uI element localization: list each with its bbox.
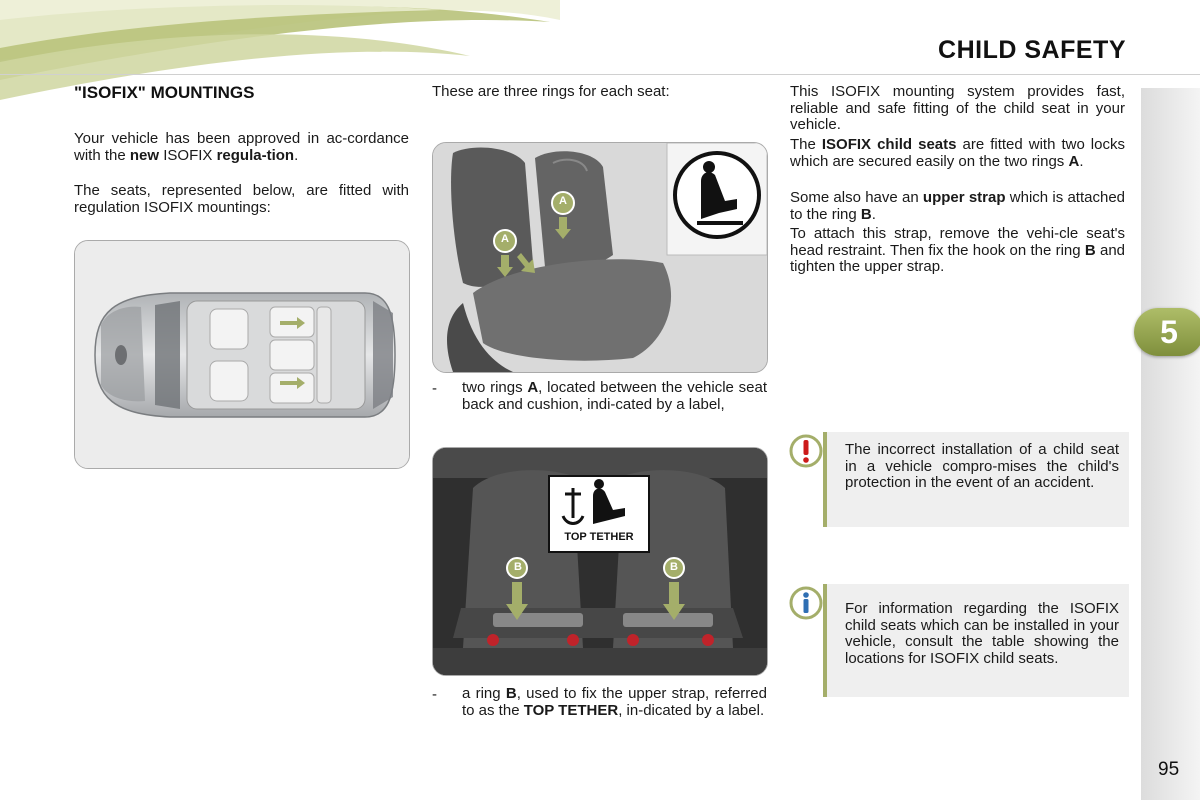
ring-b-marker-2: B bbox=[670, 561, 678, 573]
ring-b-marker-1: B bbox=[514, 561, 522, 573]
warning-note bbox=[823, 432, 1129, 527]
rear-seat-rings-image bbox=[432, 142, 768, 373]
ring-a-marker-1: A bbox=[501, 233, 509, 245]
info-note bbox=[823, 584, 1129, 697]
system-paragraph: This ISOFIX mounting system provides fast, reliable and safe fitting of the child seat in your vehicle. bbox=[790, 83, 1125, 133]
info-text: For information regarding the ISOFIX child seats which can be installed in your vehicle, consult the table showing the locations for ISOFIX child seats. bbox=[845, 600, 1119, 667]
page-header-title: CHILD SAFETY bbox=[938, 36, 1126, 64]
bullet-dash-1: - bbox=[432, 380, 437, 397]
bullet-rings-a: two rings A, located between the vehicle seat back and cushion, indi-cated by a label, bbox=[462, 379, 767, 413]
bullet-ring-b: a ring B, used to fix the upper strap, referred to as the TOP TETHER, in-dicated by a label. bbox=[462, 685, 767, 719]
locks-paragraph: The ISOFIX child seats are fitted with two locks which are secured easily on the two rings A. bbox=[790, 136, 1125, 170]
header-divider bbox=[0, 74, 1200, 75]
page-number: 95 bbox=[1158, 759, 1180, 780]
upper-strap-paragraph: Some also have an upper strap which is attached to the ring B. bbox=[790, 189, 1126, 223]
ring-a-marker-2: A bbox=[559, 195, 567, 207]
section-title: "ISOFIX" MOUNTINGS bbox=[74, 83, 255, 102]
car-top-view-image bbox=[74, 240, 410, 469]
intro-paragraph: Your vehicle has been approved in ac-cordance with the new ISOFIX regula-tion. bbox=[74, 130, 409, 164]
top-tether-label: TOP TETHER bbox=[564, 531, 634, 543]
rings-intro: These are three rings for each seat: bbox=[432, 83, 670, 100]
bullet-dash-2: - bbox=[432, 686, 437, 703]
info-icon bbox=[789, 586, 823, 620]
exclamation-icon bbox=[789, 434, 823, 468]
warning-text: The incorrect installation of a child seat in a vehicle compro-mises the child's protection in the event of an accident. bbox=[845, 441, 1119, 491]
chapter-tab[interactable]: 5 bbox=[1134, 308, 1200, 356]
seats-paragraph: The seats, represented below, are fitted with regulation ISOFIX mountings: bbox=[74, 182, 409, 216]
side-band bbox=[1141, 88, 1200, 800]
top-tether-image bbox=[432, 447, 768, 676]
attach-strap-paragraph: To attach this strap, remove the vehi-cle seat's head restraint. Then fix the hook on the ring B and tighten the upper strap. bbox=[790, 225, 1126, 275]
